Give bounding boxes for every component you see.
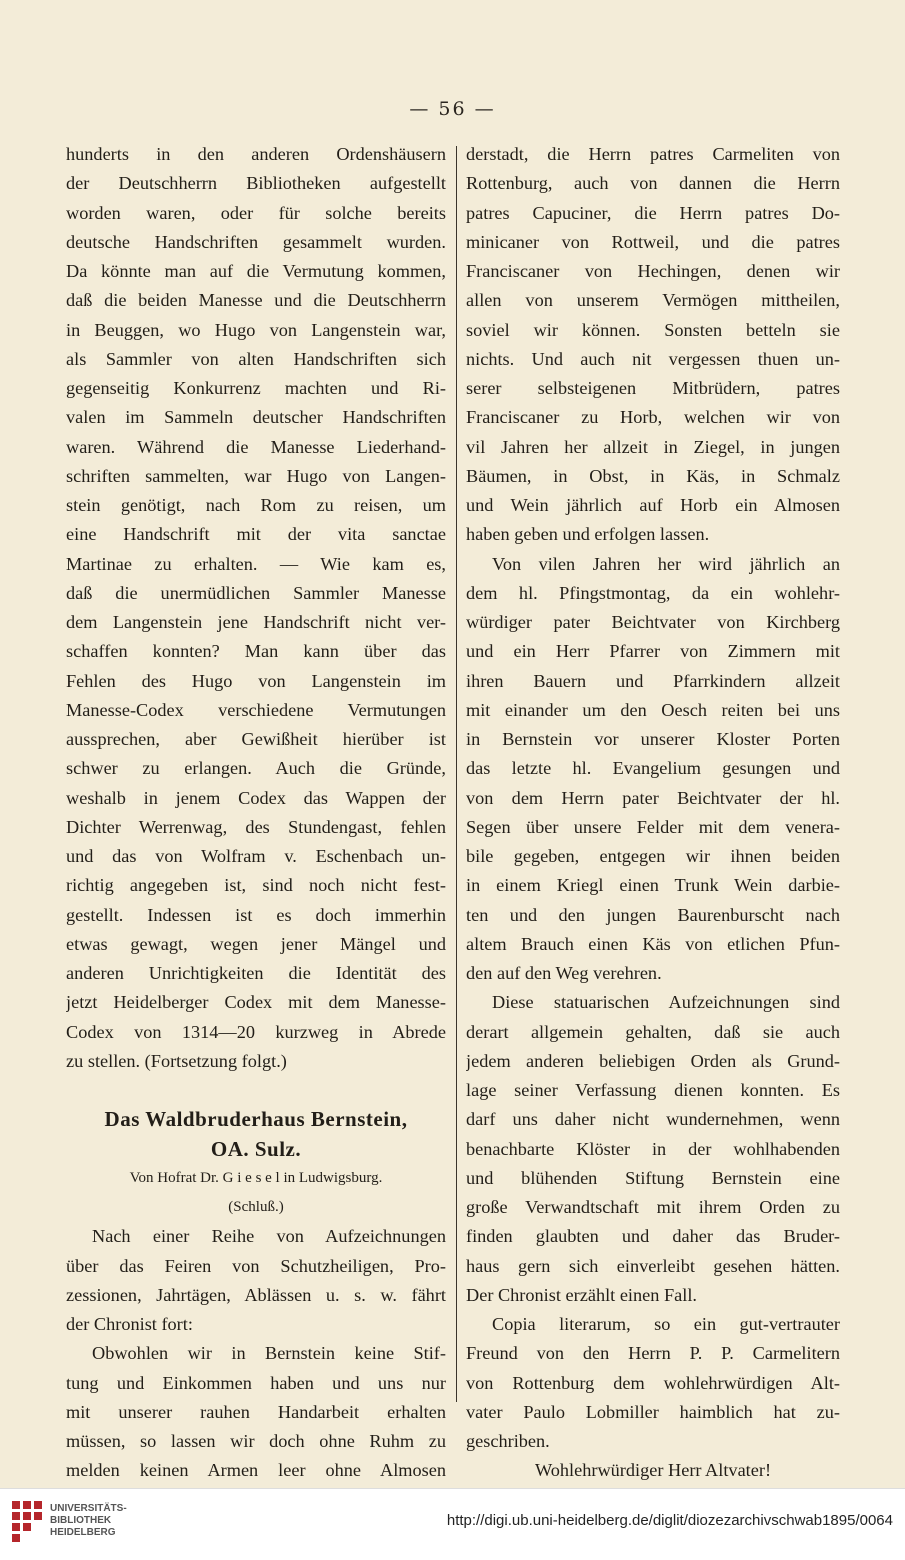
text-line: Wohlehrwürdiger Herr Altvater! [534,1460,772,1481]
text-line: bile gegeben, entgegen wir ihnen beiden [466,846,840,866]
text-line: valen im Sammeln deutscher Handschriften [66,407,446,428]
text-line: Copia literarum, so ein gut-vertrauter [492,1314,840,1334]
text-line: Franciscaner von Hechingen, denen wir [466,261,840,281]
text-line: minicaner von Rottweil, und die patres [466,231,840,252]
text-line: haben geben und erfolgen lassen. [466,524,710,545]
text-line: Freund von den Herrn P. P. Carmelitern [466,1343,840,1364]
text-line: zu stellen. (Fortsetzung folgt.) [66,1050,287,1071]
text-line: große Verwandtschaft mit ihrem Orden zu [466,1197,840,1217]
text-line: darf uns daher nicht wundernehmen, wenn [466,1109,840,1130]
text-line: anderen Unrichtigkeiten die Identität des [66,963,446,983]
text-line: Von vilen Jahren her wird jährlich an [492,553,840,574]
library-logo-icon [10,1499,44,1549]
byline: Von Hofrat Dr. G i e s e l in Ludwigsburg. [129,1169,383,1186]
text-line: zessionen, Jahrtägen, Ablässen u. s. w. fährt [66,1284,446,1305]
text-line: und Wein jährlich auf Horb ein Almosen [466,495,840,515]
text-line: würdiger pater Beichtvater von Kirchberg [466,612,840,632]
text-line: weshalb in jenem Codex das Wappen der [66,787,446,808]
text-line: derart allgemein gehalten, daß sie auch [466,1021,840,1042]
text-line: daß die unermüdlichen Sammler Manesse [66,582,446,603]
text-line: und das von Wolfram v. Eschenbach un- [66,846,446,866]
source-url-link[interactable]: http://digi.ub.uni-heidelberg.de/diglit/diozezarchivschwab1895/0064 [446,1512,893,1529]
text-line: deutsche Handschriften gesammelt wurden. [66,231,446,252]
text-line: vil Jahren her allzeit in Ziegel, in jungen [466,436,840,457]
text-line: über das Feiren von Schutzheiligen, Pro- [66,1255,446,1276]
text-line: serer selbsteigenen Mitbrüdern, patres [466,378,840,398]
text-line: jetzt Heidelberger Codex mit dem Manesse- [66,992,446,1013]
text-line: eine Handschrift mit der vita sanctae [66,524,446,545]
text-line: und blühenden Stiftung Bernstein eine [466,1167,840,1188]
text-line: in Bernstein vor unserer Kloster Porten [466,729,840,749]
text-line: gegenseitig Konkurrenz machten und Ri- [66,378,446,398]
text-line: richtig angegeben ist, sind noch nicht fest- [66,875,446,896]
text-line: Codex von 1314—20 kurzweg in Abrede [66,1021,446,1042]
text-line: Rottenburg, auch von dannen die Herrn [466,173,840,194]
text-line: als Sammler von alten Handschriften sich [66,348,446,369]
text-line: in einem Kriegl einen Trunk Wein darbie- [466,875,840,896]
text-line: in Beuggen, wo Hugo von Langenstein war, [66,319,446,340]
text-line: allen von unserem Vermögen mittheilen, [466,290,840,311]
text-line: gestellt. Indessen ist es doch immerhin [66,904,446,925]
text-line: schaffen konnten? Man kann über das [66,641,446,662]
text-line: melden keinen Armen leer ohne Almosen [66,1460,446,1481]
text-line: Diese statuarischen Aufzeichnungen sind [492,992,840,1013]
text-line: von Rottenburg dem wohlehrwürdigen Alt- [466,1372,840,1393]
text-line: aussprechen, aber Gewißheit hierüber ist [66,729,446,749]
text-line: und ein Herr Pfarrer von Zimmern mit [466,641,840,662]
text-line: ten und den jungen Baurenburscht nach [466,904,840,925]
text-line: Obwohlen wir in Bernstein keine Stif- [92,1343,446,1364]
text-line: Manesse-Codex verschiedene Vermutungen [66,699,446,720]
article-title: Das Waldbruderhaus Bernstein, [104,1107,408,1132]
byline: (Schluß.) [228,1199,284,1215]
text-line: soviel wir können. Sonsten betteln sie [466,319,840,340]
library-name-line: UNIVERSITÄTS- [50,1503,127,1514]
text-line: geschriben. [466,1431,550,1451]
text-line: Da könnte man auf die Vermutung kommen, [66,261,446,281]
text-line: derstadt, die Herrn patres Carmeliten von [466,144,840,164]
text-line: Martinae zu erhalten. — Wie kam es, [66,553,446,574]
text-line: von dem Herrn pater Beichtvater der hl. [466,787,840,808]
column-divider [456,146,457,1402]
text-line: der Chronist fort: [66,1314,193,1334]
right-column [466,140,840,1488]
text-line: finden glaubten und daher das Bruder- [466,1226,840,1247]
text-line: Der Chronist erzählt einen Fall. [466,1284,697,1305]
text-line: nichts. Und auch nit vergessen thuen un- [466,348,840,369]
text-line: Nach einer Reihe von Aufzeichnungen [92,1226,446,1247]
text-line: den auf den Weg verehren. [466,963,662,983]
text-line: Dichter Werrenwag, des Stundengast, fehlen [66,816,446,837]
text-line: der Deutschherrn Bibliotheken aufgestellt [66,173,446,194]
text-line: Bäumen, in Obst, in Käs, in Schmalz [466,465,840,486]
text-line: stein genötigt, nach Rom zu reisen, um [66,495,446,515]
text-line: das letzte hl. Evangelium gesungen und [466,758,840,779]
text-line: patres Capuciner, die Herrn patres Do- [466,202,840,223]
text-line: worden waren, oder für solche bereits [66,202,446,223]
text-line: jedem anderen beliebigen Orden als Grund- [466,1050,840,1071]
text-line: altem Brauch einen Käs von etlichen Pfun- [466,933,840,954]
text-line: dem hl. Pfingstmontag, da ein wohlehr- [466,582,840,603]
text-line: ihren Bauern und Pfarrkindern allzeit [466,670,840,691]
library-name-line: HEIDELBERG [50,1527,116,1538]
library-name-line: BIBLIOTHEK [50,1515,112,1526]
text-line: mit unserer rauhen Handarbeit erhalten [66,1401,446,1422]
text-line: waren. Während die Manesse Liederhand- [66,436,446,457]
text-line: tung und Einkommen haben und uns nur [66,1372,446,1393]
text-line: schriften sammelten, war Hugo von Langen- [66,465,446,486]
library-name [50,1503,127,1539]
blank-line [66,1076,446,1105]
text-line: vater Paulo Lobmiller haimblich hat zu- [466,1401,840,1422]
text-line: lage seiner Verfassung dienen konnten. Es [466,1080,840,1100]
text-line: hunderts in den anderen Ordenshäusern [66,144,446,164]
footer-bar [0,1488,905,1560]
page-number: — 56 — [409,98,496,120]
article-title: OA. Sulz. [210,1136,302,1161]
text-line: dem Langenstein jene Handschrift nicht ver- [66,612,446,632]
text-line: benachbarte Klöster in der wohlhabenden [466,1138,840,1159]
text-line: mit einander um den Oesch reiten bei uns [466,699,840,720]
text-line: etwas gewagt, wegen jener Mängel und [66,933,446,954]
text-line: schwer zu erlangen. Auch die Gründe, [66,758,446,779]
text-line: Fehlen des Hugo von Langenstein im [66,670,446,691]
text-line: haus gern sich einverleibt gesehen hätten. [466,1255,840,1276]
text-line: Segen über unsere Felder mit dem venera- [466,816,840,837]
text-line: Franciscaner zu Horb, welchen wir von [466,407,840,428]
text-line: müssen, so lassen wir doch ohne Ruhm zu [66,1431,446,1451]
left-column [66,140,446,1488]
text-line: daß die beiden Manesse und die Deutschherrn [66,290,446,311]
